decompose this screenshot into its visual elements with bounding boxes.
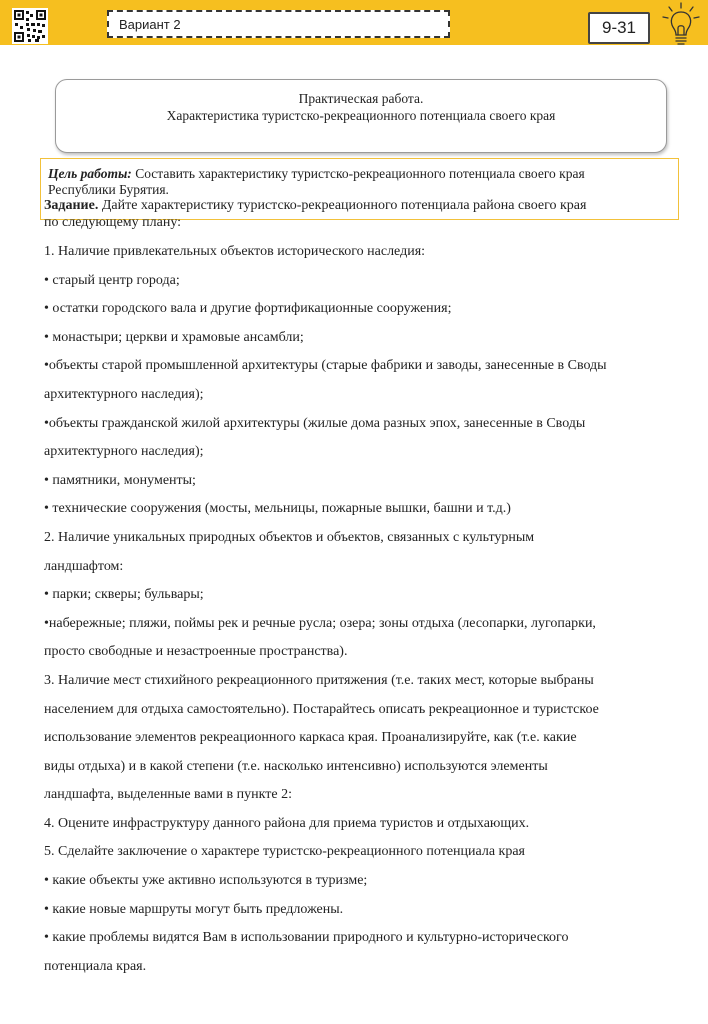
plan-line: 1. Наличие привлекательных объектов исторического наследия:: [44, 244, 426, 259]
goal-label: Цель работы:: [48, 166, 132, 181]
qr-code-icon: [12, 8, 48, 44]
plan-line: виды отдыха) и в какой степени (т.е. насколько интенсивно) используются элементы: [44, 758, 548, 774]
plan-list: [44, 238, 674, 981]
goal-line-2: Республики Бурятия.: [48, 182, 169, 197]
plan-line: • парки; скверы; бульвары;: [44, 587, 204, 603]
title-line-1: Практическая работа.: [298, 91, 424, 106]
plan-line: просто свободные и незастроенные пространства).: [44, 644, 348, 660]
plan-line: • старый центр города;: [44, 272, 180, 288]
goal-text: [48, 166, 668, 198]
plan-line: потенциала края.: [44, 958, 147, 974]
plan-line: • памятники, монументы;: [44, 472, 196, 488]
plan-line: 4. Оцените инфраструктуру данного района для приема туристов и отдыхающих.: [44, 815, 530, 831]
variant-label: Вариант 2: [107, 10, 450, 38]
page-number: 9-31: [588, 12, 650, 44]
task-line-1: Дайте характеристику туристско-рекреационного потенциала района своего края: [98, 198, 587, 213]
plan-line: • монастыри; церкви и храмовые ансамбли;: [44, 329, 304, 345]
title-box: [55, 79, 667, 153]
plan-line: архитектурного наследия);: [44, 444, 204, 460]
task-label: Задание.: [44, 198, 99, 213]
plan-line: • какие проблемы видятся Вам в использовании природного и культурно-исторического: [44, 930, 569, 946]
plan-line: 3. Наличие мест стихийного рекреационного притяжения (т.е. таких мест, которые выбраны: [44, 672, 594, 688]
plan-line: • технические сооружения (мосты, мельницы, пожарные вышки, башни и т.д.): [44, 501, 511, 517]
plan-line: 5. Сделайте заключение о характере туристско-рекреационного потенциала края: [44, 844, 525, 860]
plan-line: • остатки городского вала и другие фортификационные сооружения;: [44, 301, 452, 317]
goal-line-1: Составить характеристику туристско-рекреационного потенциала своего края: [131, 166, 585, 181]
plan-line: • какие новые маршруты могут быть предложены.: [44, 901, 344, 917]
plan-line: 2. Наличие уникальных природных объектов и объектов, связанных с культурным: [44, 529, 535, 545]
task-text: [44, 197, 674, 231]
plan-line: •набережные; пляжи, поймы рек и речные русла; озера; зоны отдыха (лесопарки, лугопарки,: [44, 615, 596, 631]
plan-line: населением для отдыха самостоятельно). Постарайтесь описать рекреационное и туристское: [44, 701, 599, 717]
lightbulb-icon: [661, 2, 701, 48]
plan-line: использование элементов рекреационного каркаса края. Проанализируйте, как (т.е. какие: [44, 730, 577, 746]
plan-line: • какие объекты уже активно используются в туризме;: [44, 873, 368, 889]
plan-line: архитектурного наследия);: [44, 386, 204, 402]
title-line-2: Характеристика туристско-рекреационного потенциала своего края: [166, 108, 556, 123]
plan-line: •объекты старой промышленной архитектуры (старые фабрики и заводы, занесенные в Своды: [44, 358, 607, 374]
plan-line: ландшафтом:: [44, 558, 124, 574]
plan-line: ландшафта, выделенные вами в пункте 2:: [44, 787, 292, 803]
plan-line: •объекты гражданской жилой архитектуры (жилые дома разных эпох, занесенные в Своды: [44, 415, 586, 431]
task-line-2: по следующему плану:: [44, 215, 182, 230]
